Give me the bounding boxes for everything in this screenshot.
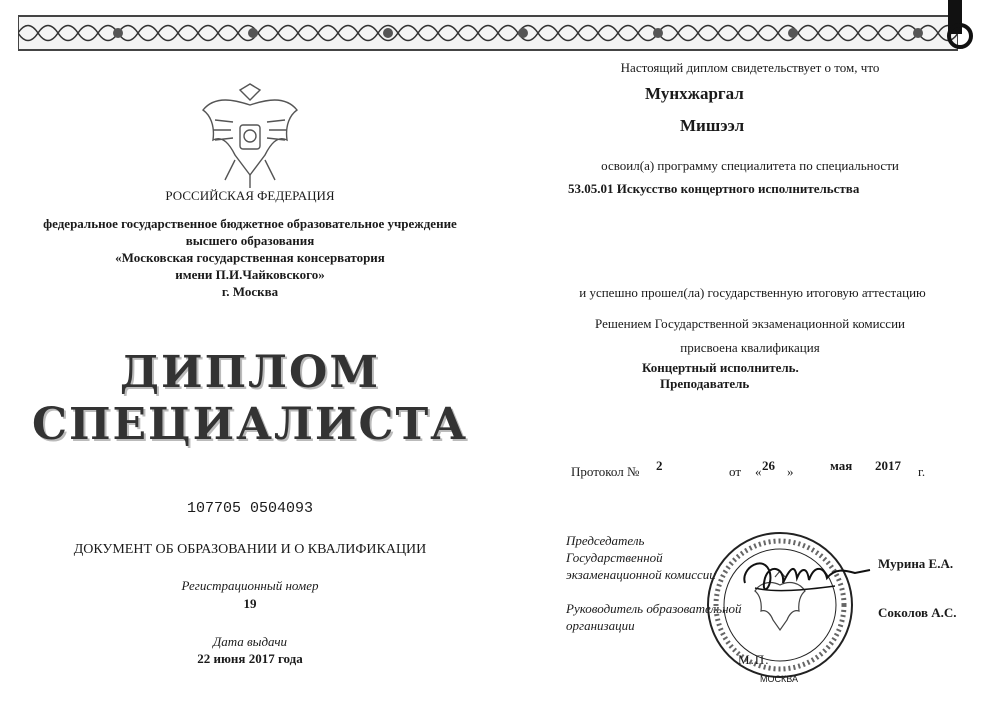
from-label: от (729, 464, 742, 479)
diploma-title-line2: СПЕЦИАЛИСТА (31, 399, 469, 450)
chair-line: Государственной (566, 550, 663, 565)
ornamental-border (18, 14, 958, 52)
institution-line: «Московская государственная консерватория (115, 250, 385, 265)
student-name: Мишээл (680, 116, 745, 135)
specialty: 53.05.01 Искусство концертного исполнительства (568, 181, 860, 196)
protocol-number: 2 (656, 458, 663, 473)
institution-line: г. Москва (221, 284, 279, 299)
mastered-text: освоил(а) программу специалитета по специальности (601, 158, 899, 173)
passed-text: и успешно прошел(ла) государственную итоговую аттестацию (579, 285, 926, 300)
institution-line: высшего образования (185, 233, 315, 248)
registration-label: Регистрационный номер (181, 578, 319, 593)
serial-number: 107705 0504093 (186, 500, 314, 517)
seal-city: МОСКВА (760, 674, 798, 684)
document-type: ДОКУМЕНТ ОБ ОБРАЗОВАНИИ И О КВАЛИФИКАЦИИ (73, 542, 427, 557)
chair-line: Председатель (566, 533, 645, 548)
chair-name: Мурина Е.А. (878, 556, 954, 571)
diploma-title-line1: ДИПЛОМ (119, 347, 381, 398)
head-line: организации (566, 618, 635, 633)
chair-line: экзаменационной комиссии (566, 567, 716, 582)
head-name: Соколов А.С. (878, 605, 957, 620)
protocol-month: мая (830, 458, 853, 473)
issue-date-label: Дата выдачи (212, 634, 288, 649)
coat-of-arms-icon (195, 80, 305, 190)
binding-clip-icon (940, 0, 980, 50)
decision-text: Решением Государственной экзаменационной комиссии (595, 316, 905, 331)
student-surname: Мунхжаргал (645, 84, 744, 103)
qualification-line1: Концертный исполнитель. (642, 360, 799, 375)
seal-mark: М.П. (738, 652, 770, 667)
institution-line: имени П.И.Чайковского» (175, 267, 325, 282)
institution-line: федеральное государственное бюджетное образовательное учреждение (43, 216, 457, 231)
issue-date: 22 июня 2017 года (197, 651, 303, 666)
protocol-label: Протокол № (571, 464, 640, 479)
protocol-day: 26 (762, 458, 775, 473)
intro-text: Настоящий диплом свидетельствует о том, что (620, 60, 880, 75)
institution-block (20, 215, 480, 300)
quote-open: « (755, 464, 762, 479)
head-line: Руководитель образовательной (566, 601, 742, 616)
quote-close: » (787, 464, 794, 479)
country-name: РОССИЙСКАЯ ФЕДЕРАЦИЯ (165, 188, 335, 203)
registration-number: 19 (243, 596, 257, 611)
signature-icon (735, 548, 875, 608)
qualification-line2: Преподаватель (660, 376, 750, 391)
protocol-year: 2017 (875, 458, 901, 473)
year-suffix: г. (918, 464, 926, 479)
chair-title (566, 532, 716, 583)
assigned-text: присвоена квалификация (680, 340, 820, 355)
